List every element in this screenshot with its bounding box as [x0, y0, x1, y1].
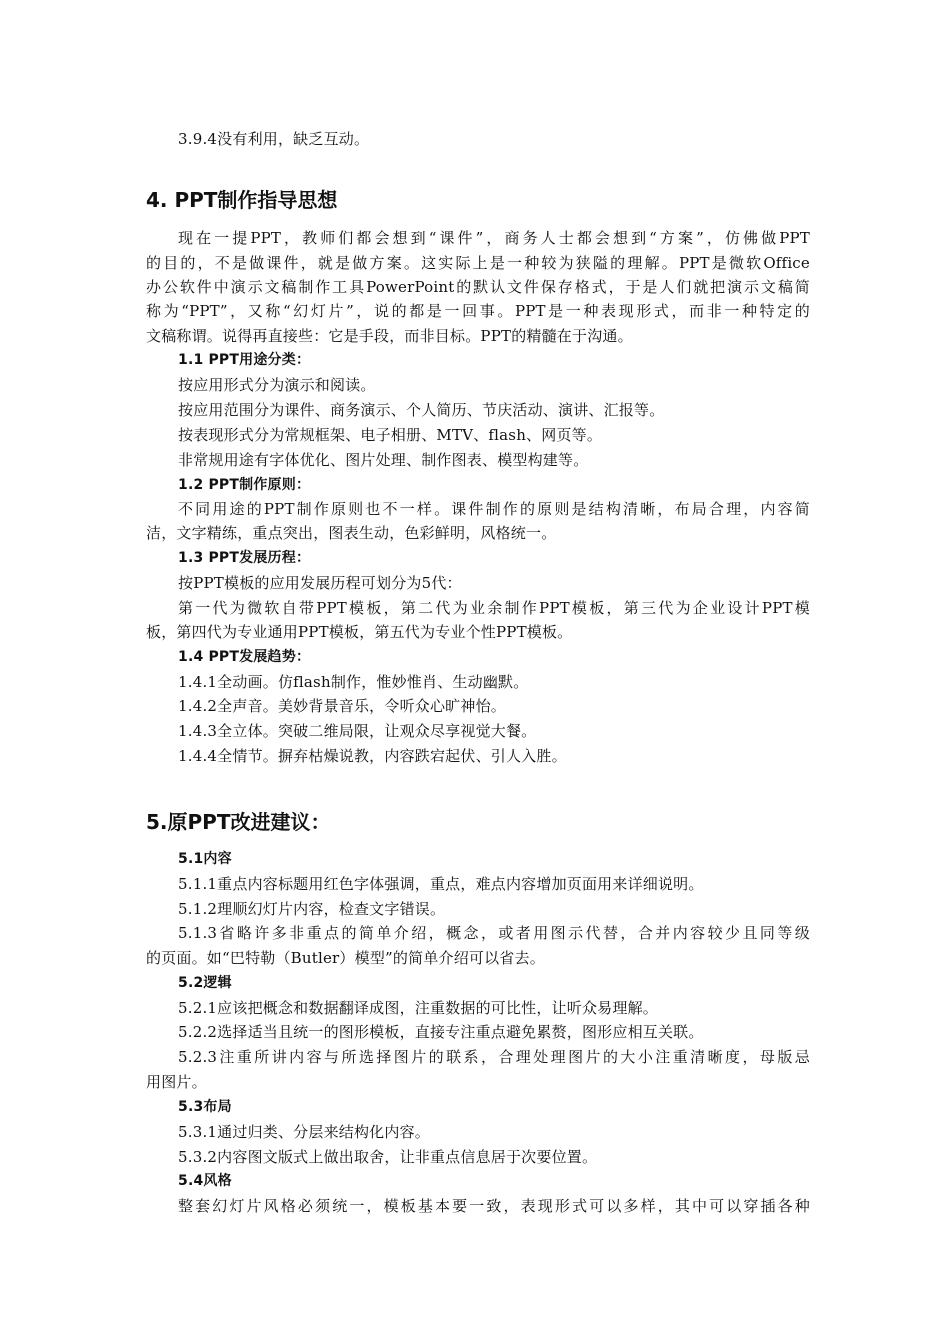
subsection-title: 1.4 PPT发展趋势：	[178, 649, 311, 665]
paragraph-line: 第一代为微软自带PPT模板，第二代为业余制作PPT模板，第三代为企业设计PPT模	[178, 599, 810, 617]
list-item: 按应用形式分为演示和阅读。	[178, 376, 376, 394]
paragraph-line: 的目的，不是做课件，就是做方案。这实际上是一种较为狭隘的理解。PPT是微软Office	[146, 254, 810, 272]
list-item: 按应用范围分为课件、商务演示、个人简历、节庆活动、演讲、汇报等。	[178, 401, 665, 419]
list-item: 5.2.2选择适当且统一的图形模板，直接专注重点避免累赘，图形应相互关联。	[178, 1023, 704, 1041]
subsection-title: 1.1 PPT用途分类：	[178, 352, 311, 368]
paragraph-line: 5.2.3注重所讲内容与所选择图片的联系，合理处理图片的大小注重清晰度，母版忌	[178, 1048, 810, 1066]
paragraph-line: 洁，文字精练，重点突出，图表生动，色彩鲜明，风格统一。	[146, 524, 557, 542]
list-item: 5.2.1应该把概念和数据翻译成图，注重数据的可比性，让听众易理解。	[178, 999, 658, 1017]
paragraph-line: 5.1.3省略许多非重点的简单介绍，概念，或者用图示代替，合并内容较少且同等级	[178, 924, 810, 942]
paragraph-line: 用图片。	[146, 1073, 207, 1091]
subsection-title: 5.2逻辑	[178, 975, 232, 991]
subsection-title: 5.4风格	[178, 1173, 232, 1189]
list-item: 按表现形式分为常规框架、电子相册、MTV、flash、网页等。	[178, 426, 603, 444]
subsection-title: 5.1内容	[178, 851, 232, 867]
list-item: 5.1.1重点内容标题用红色字体强调，重点，难点内容增加页面用来详细说明。	[178, 875, 704, 893]
paragraph-line: 板，第四代为专业通用PPT模板，第五代为专业个性PPT模板。	[146, 623, 573, 641]
paragraph-line: 办公软件中演示文稿制作工具PowerPoint的默认文件保存格式，于是人们就把演示文稿简	[146, 278, 810, 296]
subsection-title: 1.3 PPT发展历程：	[178, 550, 311, 566]
paragraph-line: 现在一提PPT，教师们都会想到“课件”，商务人士都会想到“方案”，仿佛做PPT	[178, 229, 810, 247]
paragraph-line: 称为“PPT”，又称“幻灯片”，说的都是一回事。PPT是一种表现形式，而非一种特定的	[146, 302, 810, 320]
subsection-title: 5.3布局	[178, 1099, 232, 1115]
paragraph-line: 的页面。如“巴特勒（Butler）模型”的简单介绍可以省去。	[146, 949, 545, 967]
list-item: 非常规用途有字体优化、图片处理、制作图表、模型构建等。	[178, 451, 589, 469]
paragraph-line: 文稿称谓。说得再直接些：它是手段，而非目标。PPT的精髓在于沟通。	[146, 327, 633, 345]
section-heading-5: 5.原PPT改进建议：	[146, 810, 331, 834]
list-item: 1.4.4全情节。摒弃枯燥说教，内容跌宕起伏、引人入胜。	[178, 747, 567, 765]
list-item: 1.4.1全动画。仿flash制作，惟妙惟肖、生动幽默。	[178, 673, 529, 691]
list-item: 3.9.4没有利用，缺乏互动。	[178, 130, 370, 148]
section-heading-4: 4. PPT制作指导思想	[146, 188, 338, 212]
paragraph-line: 不同用途的PPT制作原则也不一样。课件制作的原则是结构清晰，布局合理，内容简	[178, 500, 810, 518]
paragraph-line: 整套幻灯片风格必须统一，模板基本要一致，表现形式可以多样，其中可以穿插各种	[178, 1197, 810, 1215]
subsection-title: 1.2 PPT制作原则：	[178, 477, 311, 493]
list-item: 5.3.1通过归类、分层来结构化内容。	[178, 1123, 430, 1141]
list-item: 5.1.2理顺幻灯片内容，检查文字错误。	[178, 900, 446, 918]
list-item: 1.4.2全声音。美妙背景音乐，令听众心旷神怡。	[178, 697, 506, 715]
paragraph-line: 按PPT模板的应用发展历程可划分为5代：	[178, 574, 462, 592]
list-item: 5.3.2内容图文版式上做出取舍，让非重点信息居于次要位置。	[178, 1148, 598, 1166]
list-item: 1.4.3全立体。突破二维局限，让观众尽享视觉大餐。	[178, 722, 537, 740]
